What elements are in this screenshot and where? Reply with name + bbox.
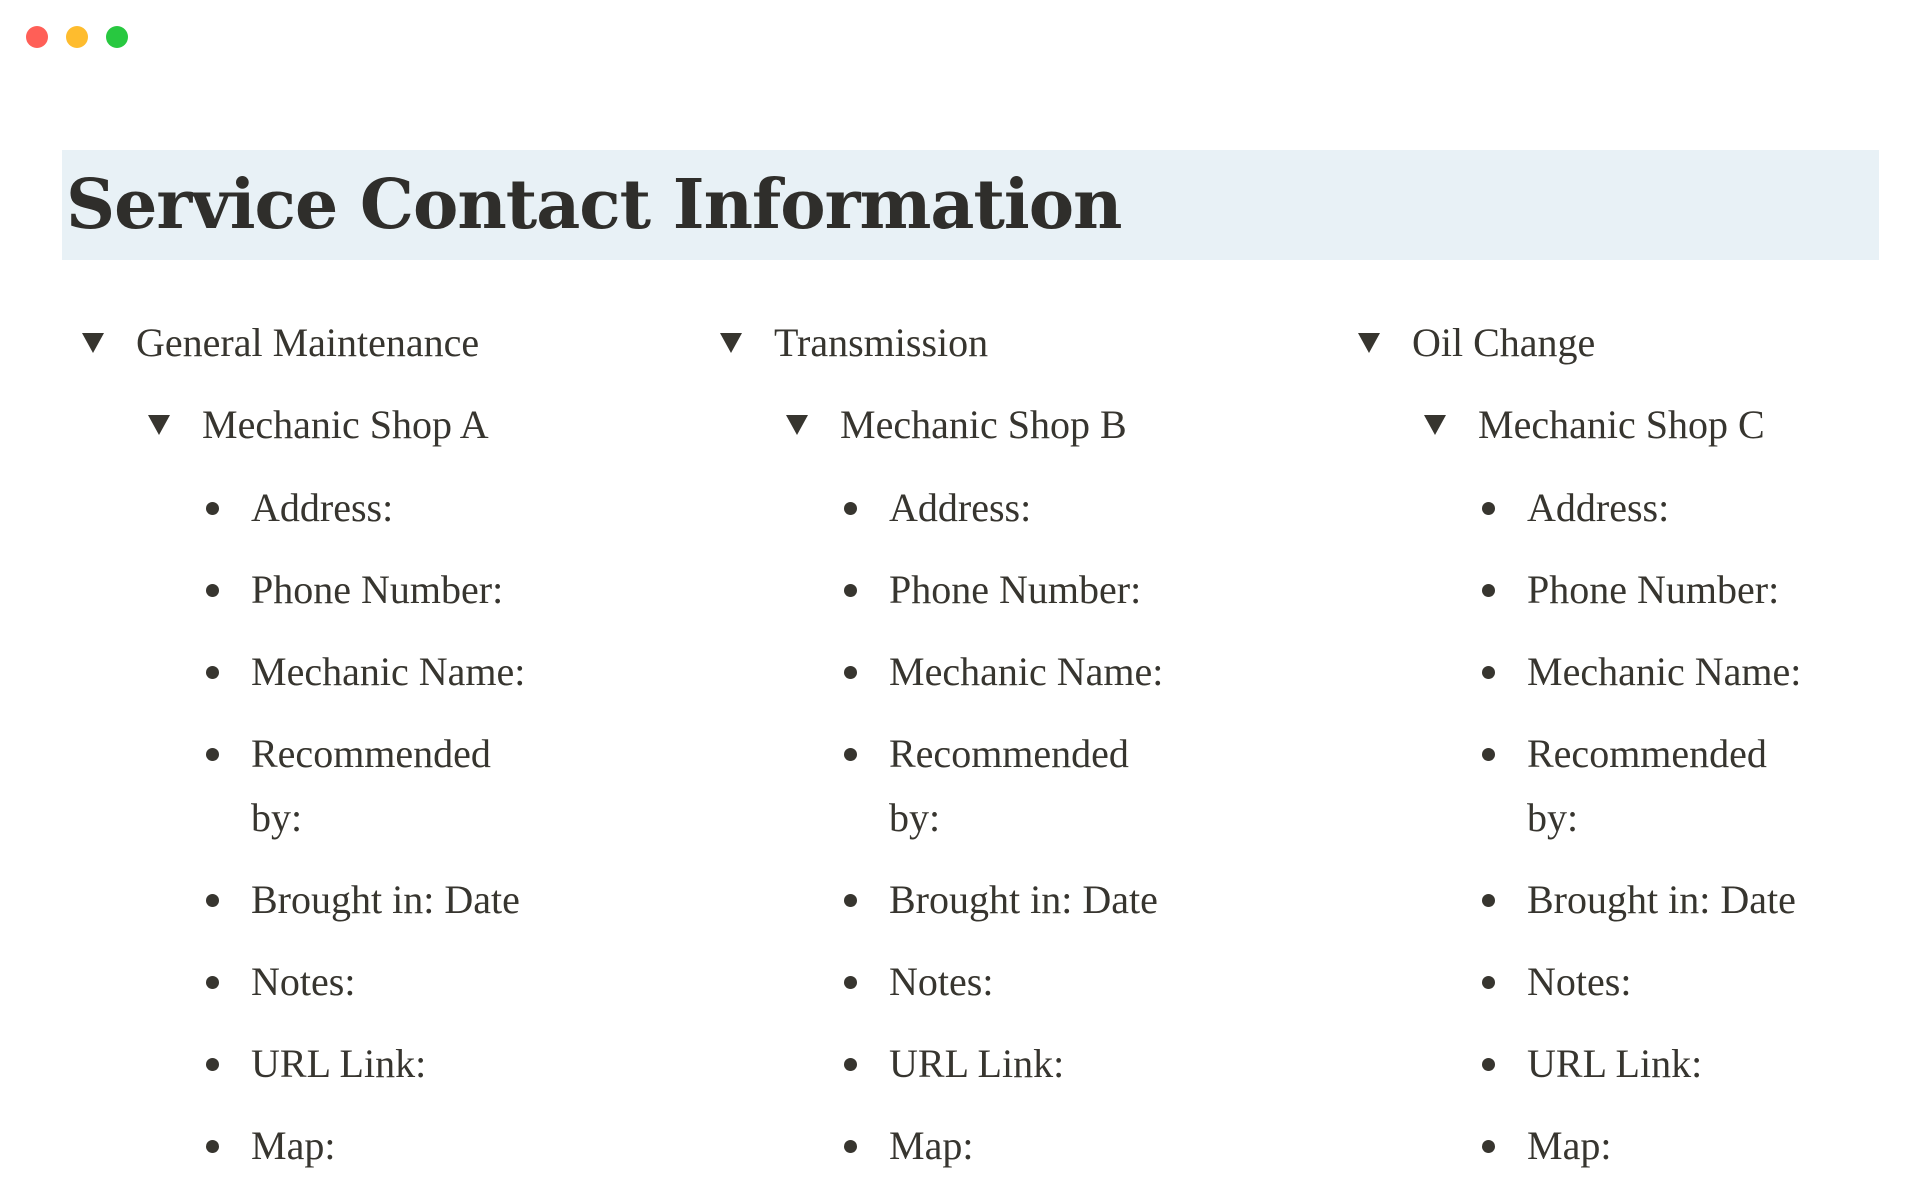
bullet-icon [206,976,219,989]
list-item[interactable] [1470,950,1920,1014]
triangle-down-icon[interactable] [786,415,808,435]
field-label: Brought in: Date [889,877,1158,922]
list-item[interactable] [832,640,1300,704]
list-item[interactable] [194,1114,662,1178]
bullet-icon [206,584,219,597]
field-label: URL Link: [251,1041,427,1086]
window-controls [26,26,128,48]
list-item[interactable] [194,722,662,850]
list-item[interactable] [1470,476,1920,540]
bullet-icon [206,502,219,515]
field-label: Phone Number: [1527,567,1780,612]
bullet-icon [844,894,857,907]
bullet-icon [206,1058,219,1071]
field-label: Address: [251,485,394,530]
toggle-label: Transmission [774,320,989,365]
field-label: Mechanic Name: [1527,649,1802,694]
bullet-icon [206,748,219,761]
triangle-down-icon[interactable] [148,415,170,435]
field-label: Notes: [1527,959,1632,1004]
list-item[interactable] [1470,558,1920,622]
toggle-mechanic-shop-c[interactable] [1404,394,1920,456]
column-oil-change [1338,312,1920,1196]
bullet-icon [206,894,219,907]
bullet-icon [844,502,857,515]
field-label: Notes: [889,959,994,1004]
bullet-icon [1482,1058,1495,1071]
column-transmission [700,312,1300,1196]
close-window-button[interactable] [26,26,48,48]
toggle-mechanic-shop-b[interactable] [766,394,1300,456]
field-label: Notes: [251,959,356,1004]
bullet-icon [1482,502,1495,515]
toggle-transmission[interactable] [700,312,1300,374]
bullet-icon [844,1140,857,1153]
field-label: Phone Number: [889,567,1142,612]
list-item[interactable] [1470,868,1920,932]
bullet-icon [844,666,857,679]
field-label: Map: [889,1123,974,1168]
list-item[interactable] [832,950,1300,1014]
column-general-maintenance [62,312,662,1196]
field-label: Brought in: Date [251,877,520,922]
field-label: Recommended by: [251,731,491,840]
field-label: Map: [1527,1123,1612,1168]
toggle-oil-change[interactable] [1338,312,1920,374]
triangle-down-icon[interactable] [82,333,104,353]
bullet-icon [1482,584,1495,597]
page-title[interactable]: Service Contact Information [66,165,1122,245]
list-item[interactable] [832,868,1300,932]
field-label: Brought in: Date [1527,877,1796,922]
list-item[interactable] [194,640,662,704]
bullet-icon [206,666,219,679]
field-label: Mechanic Name: [889,649,1164,694]
toggle-label: Mechanic Shop B [840,402,1127,447]
bullet-icon [844,748,857,761]
field-label: Address: [1527,485,1670,530]
bullet-icon [1482,894,1495,907]
field-label: Mechanic Name: [251,649,526,694]
field-label: Recommended by: [889,731,1129,840]
list-item[interactable] [832,476,1300,540]
bullet-icon [1482,976,1495,989]
list-item[interactable] [1470,640,1920,704]
field-list [700,476,1300,1178]
toggle-label: General Maintenance [136,320,480,365]
list-item[interactable] [1470,1032,1920,1096]
list-item[interactable] [194,476,662,540]
list-item[interactable] [832,722,1300,850]
toggle-label: Mechanic Shop A [202,402,489,447]
list-item[interactable] [194,868,662,932]
field-label: Address: [889,485,1032,530]
field-label: Map: [251,1123,336,1168]
minimize-window-button[interactable] [66,26,88,48]
bullet-icon [1482,1140,1495,1153]
list-item[interactable] [832,558,1300,622]
field-label: URL Link: [889,1041,1065,1086]
triangle-down-icon[interactable] [1358,333,1380,353]
bullet-icon [1482,666,1495,679]
toggle-label: Oil Change [1412,320,1596,365]
field-label: Phone Number: [251,567,504,612]
field-list [62,476,662,1178]
list-item[interactable] [832,1032,1300,1096]
list-item[interactable] [194,950,662,1014]
list-item[interactable] [194,558,662,622]
list-item[interactable] [1470,1114,1920,1178]
triangle-down-icon[interactable] [720,333,742,353]
bullet-icon [844,976,857,989]
triangle-down-icon[interactable] [1424,415,1446,435]
field-label: URL Link: [1527,1041,1703,1086]
list-item[interactable] [194,1032,662,1096]
bullet-icon [844,1058,857,1071]
page-title-block [62,150,1879,260]
toggle-mechanic-shop-a[interactable] [128,394,662,456]
toggle-general-maintenance[interactable] [62,312,662,374]
toggle-label: Mechanic Shop C [1478,402,1765,447]
list-item[interactable] [1470,722,1920,850]
field-list [1338,476,1920,1178]
list-item[interactable] [832,1114,1300,1178]
bullet-icon [206,1140,219,1153]
bullet-icon [844,584,857,597]
maximize-window-button[interactable] [106,26,128,48]
field-label: Recommended by: [1527,731,1767,840]
bullet-icon [1482,748,1495,761]
